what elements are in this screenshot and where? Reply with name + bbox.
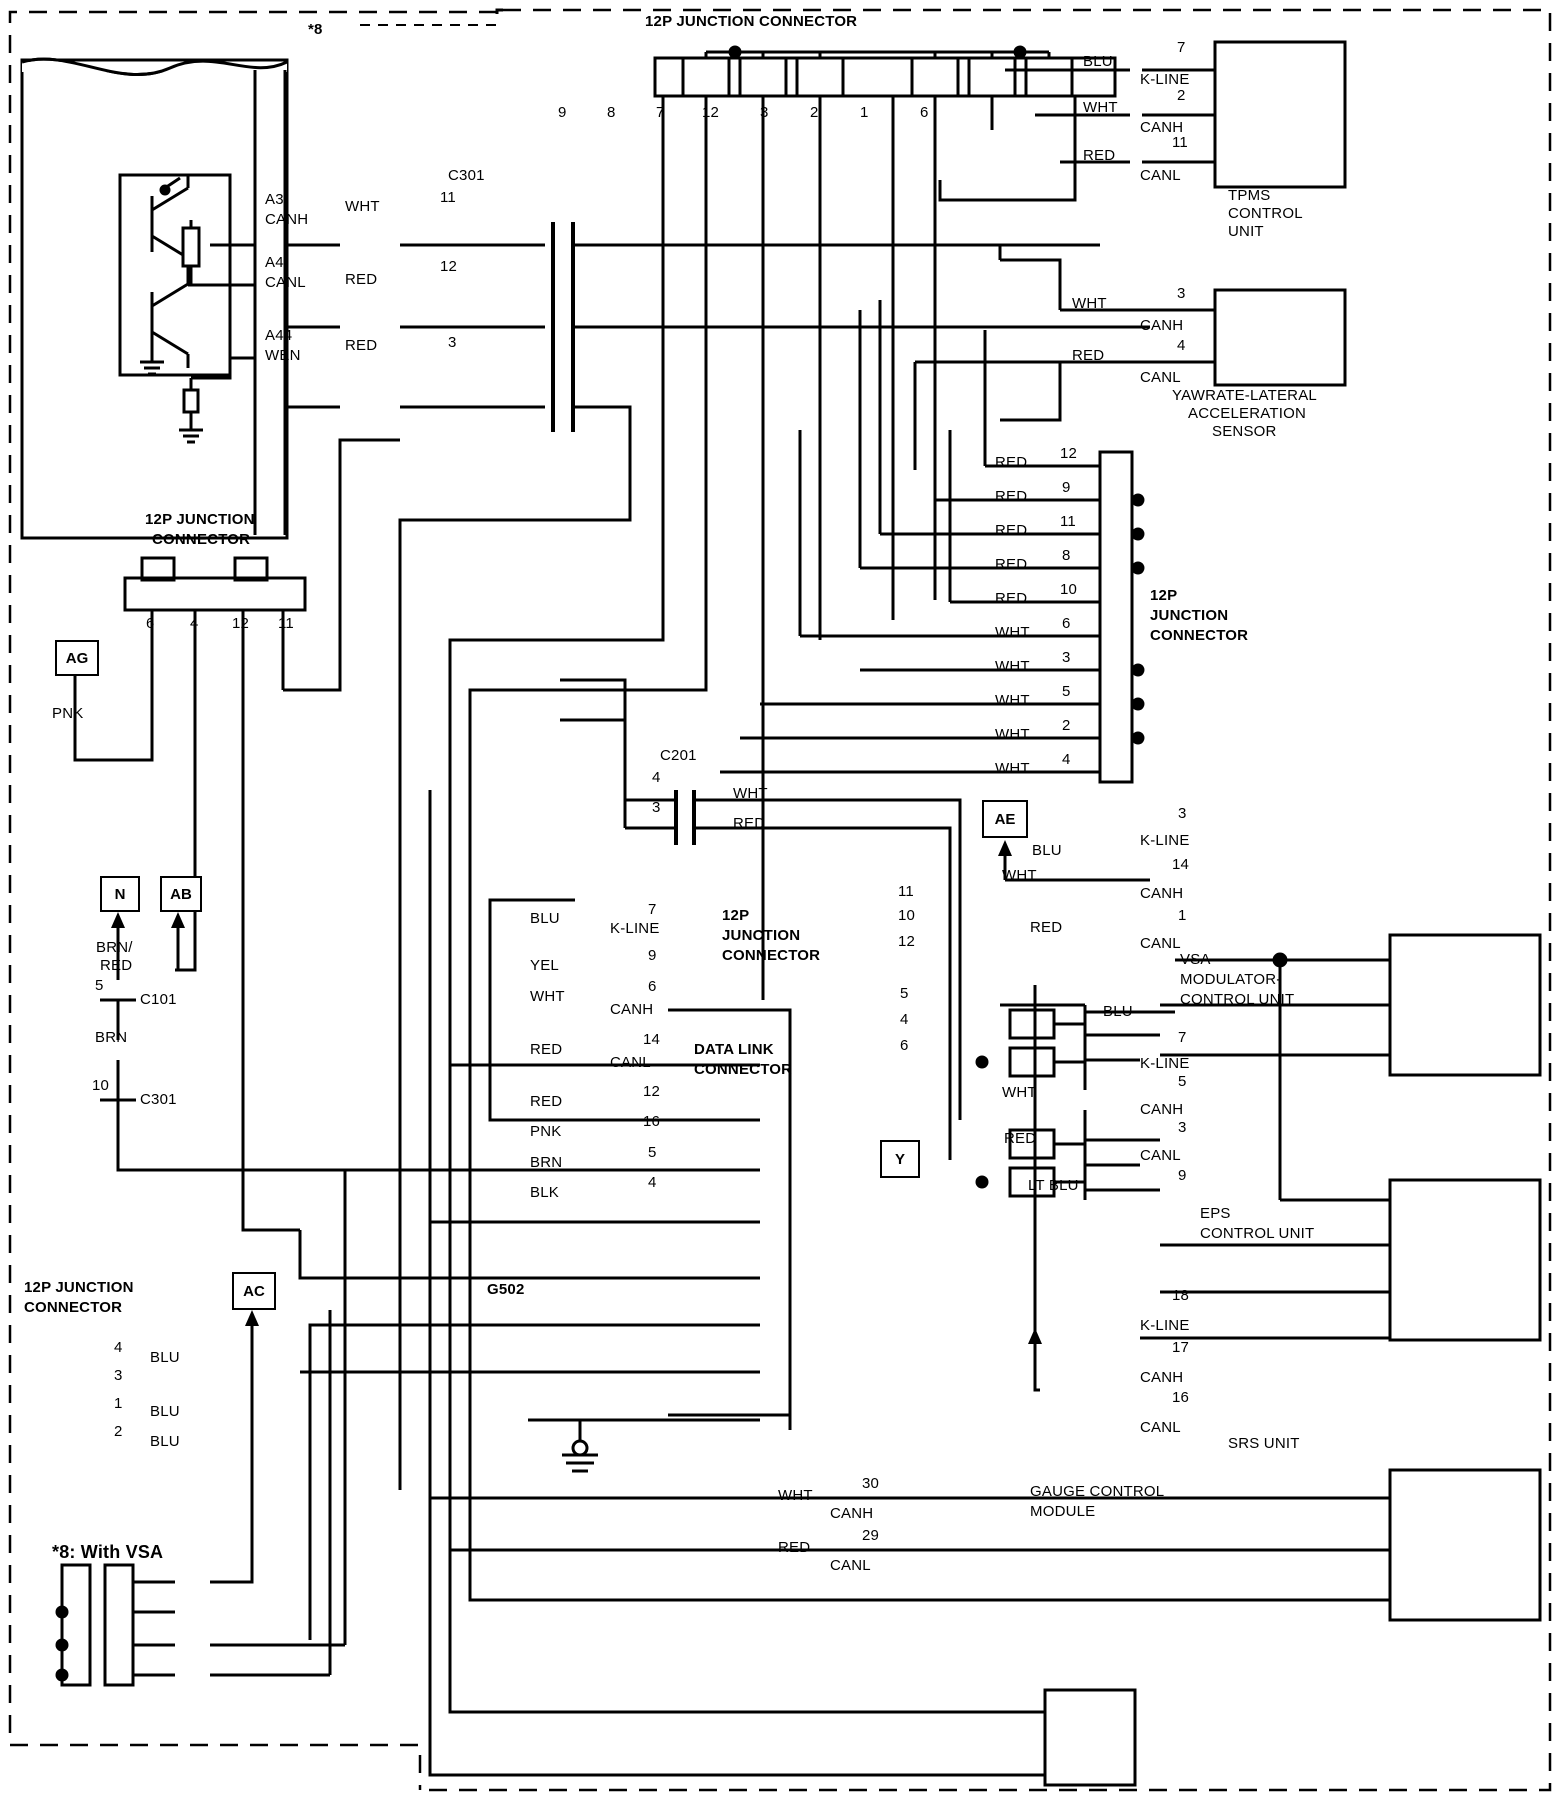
gauge-name-line1: GAUGE CONTROL (1030, 1483, 1165, 1500)
eps-pin-3: 3 (1178, 1119, 1187, 1136)
blj-title-2: CONNECTOR (24, 1299, 123, 1316)
ref-color-pnk: PNK (52, 705, 84, 722)
tpms-wire-color-wht: WHT (1083, 99, 1118, 116)
tpms-wire-color-red: RED (1083, 147, 1116, 164)
dlc-signal-canh: CANH (610, 1001, 654, 1018)
gauge-pin-30: 30 (862, 1475, 880, 1492)
dlc-pin-5: 5 (648, 1144, 657, 1161)
yaw-name-line3: SENSOR (1212, 423, 1277, 440)
vsa-color-red: RED (1030, 919, 1063, 936)
junction-top-pin-7: 7 (656, 104, 665, 121)
gauge-pin-29: 29 (862, 1527, 880, 1544)
eps-signal-canh: CANH (1140, 1101, 1184, 1118)
eps-name-line1: EPS (1200, 1205, 1231, 1222)
lj-title-1: 12P JUNCTION (145, 511, 255, 528)
junction-top-title: 12P JUNCTION CONNECTOR (645, 13, 858, 30)
rj-pin-3: 8 (1062, 547, 1071, 564)
dlc-color-wht: WHT (530, 988, 565, 1005)
mj-pin-6: 6 (900, 1037, 909, 1054)
ref-color-brn-red-1: BRN/ (96, 939, 133, 956)
srs-signal-kline: K-LINE (1140, 1317, 1190, 1334)
junction-top-pin-12: 12 (702, 104, 720, 121)
eps-bus-color-blu: BLU (1103, 1003, 1133, 1020)
blj-pin-4: 4 (114, 1339, 123, 1356)
c301-pin-3: 3 (448, 334, 457, 351)
mj-title-2: JUNCTION (722, 927, 801, 944)
vsa-name-line1: VSA (1180, 951, 1211, 968)
ecu-terminal-signal-canl: CANL (265, 274, 306, 291)
mj-pin-5: 5 (900, 985, 909, 1002)
dlc-signal-canl: CANL (610, 1054, 651, 1071)
ref-tag-y[interactable]: Y (880, 1140, 920, 1178)
c101-pin-5: 5 (95, 977, 104, 994)
mj-title-1: 12P (722, 907, 750, 924)
tpms-name-line1: TPMS (1228, 187, 1271, 204)
blj-title-1: 12P JUNCTION (24, 1279, 134, 1296)
lj-pin-12: 12 (232, 615, 250, 632)
yaw-signal-canl: CANL (1140, 369, 1181, 386)
ground-label-g502: G502 (487, 1281, 525, 1298)
footnote-top-marker: *8 (308, 21, 323, 38)
rj-title-2: JUNCTION (1150, 607, 1229, 624)
yaw-wire-color-red: RED (1072, 347, 1105, 364)
eps-pin-7: 7 (1178, 1029, 1187, 1046)
rj-title-3: CONNECTOR (1150, 627, 1249, 644)
blj-pin-3: 3 (114, 1367, 123, 1384)
gauge-signal-canh: CANH (830, 1505, 874, 1522)
vsa-signal-kline: K-LINE (1140, 832, 1190, 849)
lj-pin-4: 4 (190, 615, 199, 632)
junction-top-pin-8: 8 (607, 104, 616, 121)
vsa-name-line3: CONTROL UNIT (1180, 991, 1295, 1008)
blj-pin-2: 2 (114, 1423, 123, 1440)
rj-color-2: RED (995, 522, 1028, 539)
eps-signal-canl: CANL (1140, 1147, 1181, 1164)
ecu-wire-color-wht: WHT (345, 198, 380, 215)
lj-title-2: CONNECTOR (152, 531, 251, 548)
junction-top-pin-3: 3 (760, 104, 769, 121)
yaw-wire-color-wht: WHT (1072, 295, 1107, 312)
tpms-pin-7: 7 (1177, 39, 1186, 56)
ref-color-brn-red-2: RED (100, 957, 133, 974)
vsa-pin-3: 3 (1178, 805, 1187, 822)
dlc-color-red2: RED (530, 1093, 563, 1110)
rj-color-4: RED (995, 590, 1028, 607)
dlc-pin-16: 16 (643, 1113, 661, 1130)
rj-pin-6: 3 (1062, 649, 1071, 666)
ecu-terminal-pin-a3: A3 (265, 191, 284, 208)
c201-pin-3: 3 (652, 799, 661, 816)
rj-pin-5: 6 (1062, 615, 1071, 632)
c101-color-brn: BRN (95, 1029, 128, 1046)
yaw-pin-4: 4 (1177, 337, 1186, 354)
eps-pin-5: 5 (1178, 1073, 1187, 1090)
c101-label: C101 (140, 991, 177, 1008)
rj-color-5: WHT (995, 624, 1030, 641)
tpms-name-line3: UNIT (1228, 223, 1264, 240)
dlc-color-yel: YEL (530, 957, 559, 974)
dlc-color-brn: BRN (530, 1154, 563, 1171)
junction-top-pin-2: 2 (810, 104, 819, 121)
srs-signal-canl: CANL (1140, 1419, 1181, 1436)
dlc-pin-6: 6 (648, 978, 657, 995)
tpms-signal-kline: K-LINE (1140, 71, 1190, 88)
tpms-signal-canl: CANL (1140, 167, 1181, 184)
rj-title-1: 12P (1150, 587, 1178, 604)
dlc-pin-4: 4 (648, 1174, 657, 1191)
ref-tag-ag[interactable]: AG (55, 640, 99, 676)
ecu-terminal-pin-a4: A4 (265, 254, 284, 271)
mj-pin-11: 11 (898, 883, 914, 900)
ecu-terminal-signal-wen: WEN (265, 347, 301, 364)
c201-color-wht: WHT (733, 785, 768, 802)
srs-name: SRS UNIT (1228, 1435, 1300, 1452)
eps-pin-9: 9 (1178, 1167, 1187, 1184)
rj-color-3: RED (995, 556, 1028, 573)
yaw-pin-3: 3 (1177, 285, 1186, 302)
dlc-color-blk: BLK (530, 1184, 559, 1201)
eps-color-red: RED (1004, 1130, 1037, 1147)
rj-pin-2: 11 (1060, 513, 1076, 530)
dlc-pin-12: 12 (643, 1083, 661, 1100)
ecu-wire-color-red-2: RED (345, 337, 378, 354)
vsa-pin-1: 1 (1178, 907, 1187, 924)
rj-color-0: RED (995, 454, 1028, 471)
ref-tag-ae[interactable]: AE (982, 800, 1028, 838)
dlc-signal-kline: K-LINE (610, 920, 660, 937)
vsa-name-line2: MODULATOR- (1180, 971, 1282, 988)
ecu-wire-color-red: RED (345, 271, 378, 288)
blj-pin-1: 1 (114, 1395, 123, 1412)
c201-label: C201 (660, 747, 697, 764)
vsa-pin-14: 14 (1172, 856, 1190, 873)
tpms-pin-2: 2 (1177, 87, 1186, 104)
dlc-color-pnk: PNK (530, 1123, 562, 1140)
gauge-signal-canl: CANL (830, 1557, 871, 1574)
vsa-signal-canh: CANH (1140, 885, 1184, 902)
rj-color-8: WHT (995, 726, 1030, 743)
eps-name-line2: CONTROL UNIT (1200, 1225, 1315, 1242)
tpms-wire-color-blu: BLU (1083, 53, 1113, 70)
rj-pin-8: 2 (1062, 717, 1071, 734)
rj-pin-0: 12 (1060, 445, 1078, 462)
dlc-color-red: RED (530, 1041, 563, 1058)
tpms-signal-canh: CANH (1140, 119, 1184, 136)
mj-pin-4: 4 (900, 1011, 909, 1028)
eps-signal-kline: K-LINE (1140, 1055, 1190, 1072)
blj-color-blu-2: BLU (150, 1403, 180, 1420)
c201-color-red: RED (733, 815, 766, 832)
blj-color-blu-3: BLU (150, 1433, 180, 1450)
srs-pin-17: 17 (1172, 1339, 1190, 1356)
eps-color-wht: WHT (1002, 1084, 1037, 1101)
ecu-terminal-pin-a44: A44 (265, 327, 293, 344)
srs-signal-canh: CANH (1140, 1369, 1184, 1386)
junction-top-pin-9: 9 (558, 104, 567, 121)
gauge-color-red: RED (778, 1539, 811, 1556)
yaw-name-line1: YAWRATE-LATERAL (1172, 387, 1317, 404)
ref-color-blu-ae: BLU (1032, 842, 1062, 859)
dlc-color-blu: BLU (530, 910, 560, 927)
ref-tag-ab[interactable]: AB (160, 876, 202, 912)
eps-color-ltblu: LT BLU (1028, 1177, 1079, 1194)
dlc-pin-14: 14 (643, 1031, 661, 1048)
rj-pin-1: 9 (1062, 479, 1071, 496)
c301b-label: C301 (140, 1091, 177, 1108)
gauge-color-wht: WHT (778, 1487, 813, 1504)
c301-pin-11: 11 (440, 189, 456, 206)
dlc-name-line2: CONNECTOR (694, 1061, 793, 1078)
c301-pin-12: 12 (440, 258, 458, 275)
lj-pin-11: 11 (278, 615, 294, 632)
gauge-name-line2: MODULE (1030, 1503, 1096, 1520)
rj-pin-9: 4 (1062, 751, 1071, 768)
yaw-name-line2: ACCELERATION (1188, 405, 1306, 422)
tpms-pin-11: 11 (1172, 134, 1188, 151)
c301-label: C301 (448, 167, 485, 184)
yaw-signal-canh: CANH (1140, 317, 1184, 334)
blj-color-blu-1: BLU (150, 1349, 180, 1366)
rj-color-1: RED (995, 488, 1028, 505)
mj-pin-12: 12 (898, 933, 916, 950)
junction-top-pin-6: 6 (920, 104, 929, 121)
dlc-pin-9: 9 (648, 947, 657, 964)
rj-color-7: WHT (995, 692, 1030, 709)
junction-top-pin-1: 1 (860, 104, 869, 121)
vsa-color-wht: WHT (1002, 867, 1037, 884)
lj-pin-6: 6 (146, 615, 155, 632)
vsa-signal-canl: CANL (1140, 935, 1181, 952)
mj-title-3: CONNECTOR (722, 947, 821, 964)
rj-pin-7: 5 (1062, 683, 1071, 700)
c201-pin-4: 4 (652, 769, 661, 786)
rj-pin-4: 10 (1060, 581, 1078, 598)
rj-color-6: WHT (995, 658, 1030, 675)
srs-pin-16: 16 (1172, 1389, 1190, 1406)
dlc-pin-7: 7 (648, 901, 657, 918)
dlc-name-line1: DATA LINK (694, 1041, 774, 1058)
footnote-bottom: *8: With VSA (52, 1542, 164, 1562)
c301b-pin-10: 10 (92, 1077, 110, 1094)
mj-pin-10: 10 (898, 907, 916, 924)
srs-pin-18: 18 (1172, 1287, 1190, 1304)
rj-color-9: WHT (995, 760, 1030, 777)
ref-tag-ac[interactable]: AC (232, 1272, 276, 1310)
ecu-terminal-signal-canh: CANH (265, 211, 309, 228)
ref-tag-n[interactable]: N (100, 876, 140, 912)
tpms-name-line2: CONTROL (1228, 205, 1303, 222)
